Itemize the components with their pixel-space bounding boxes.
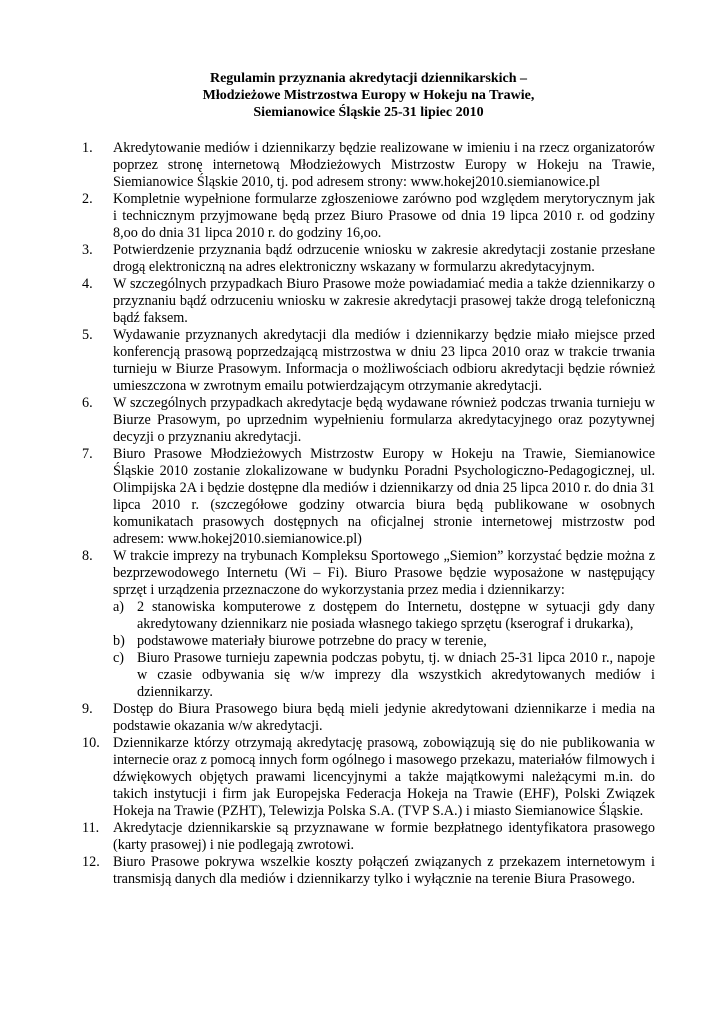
list-item xyxy=(82,735,655,820)
sub-list-item-text: podstawowe materiały biurowe potrzebne do pracy w terenie, xyxy=(137,633,487,649)
list-item-number: 1. xyxy=(82,140,93,156)
list-item-number: 5. xyxy=(82,327,93,343)
list-item xyxy=(82,854,655,888)
list-item-number: 3. xyxy=(82,242,93,258)
list-item-text: Kompletnie wypełnione formularze zgłoszeniowe zarówno pod względem merytorycznym jak i technicznym przyjmowane będą przez Biuro Prasowe od dnia 19 lipca 2010 r. od godziny 8,oo do dnia 31 lipca 2010 r. do godziny 16,oo. xyxy=(113,191,655,241)
list-item-number: 11. xyxy=(82,820,100,836)
list-item-text: Biuro Prasowe Młodzieżowych Mistrzostw Europy w Hokeju na Trawie, Siemianowice Śląskie 2010 zostanie zlokalizowane w budynku Poradni Psychologiczno-Pedagogicznej, ul. Olimpijska 2A i będzie dostępne dla mediów i dziennikarzy od dnia 25 lipca 2010 r. do dnia 31 lipca 2010 r. (szczegółowe godziny otwarcia biura będą publikowane w osobnych komunikatach prasowych dostępnych na oficjalnej stronie internetowej mistrzostw pod adresem: www.hokej2010.siemianowice.pl) xyxy=(113,446,655,547)
list-item-text: W szczególnych przypadkach akredytacje będą wydawane również podczas trwania turnieju w Biurze Prasowym, po uprzednim wypełnieniu formularza akredytacyjnego oraz pozytywnej decyzji o przyznaniu akredytacji. xyxy=(113,395,655,445)
list-item-text: Wydawanie przyznanych akredytacji dla mediów i dziennikarzy będzie miało miejsce przed konferencją prasową poprzedzającą mistrzostwa w dniu 23 lipca 2010 oraz w trakcie trwania turnieju w Biurze Prasowym. Informacja o możliwościach odbioru akredytacji będzie również umieszczona w zwrotnym emailu potwierdzającym otrzymanie akredytacji. xyxy=(113,327,655,394)
list-item-number: 2. xyxy=(82,191,93,207)
list-item-text: Dostęp do Biura Prasowego biura będą mieli jedynie akredytowani dziennikarze i media na podstawie okazania w/w akredytacji. xyxy=(113,701,655,734)
list-item-number: 6. xyxy=(82,395,93,411)
list-item xyxy=(82,242,655,276)
sub-list-item xyxy=(113,599,655,633)
title-line-2: Młodzieżowe Mistrzostwa Europy w Hokeju na Trawie, xyxy=(202,88,535,103)
list-item xyxy=(82,140,655,191)
list-item-number: b) xyxy=(113,633,125,649)
list-item xyxy=(82,191,655,242)
list-item xyxy=(82,327,655,395)
list-item xyxy=(82,820,655,854)
list-item xyxy=(82,548,655,701)
title-line-1: Regulamin przyznania akredytacji dziennikarskich – xyxy=(209,71,528,86)
list-item-number: 12. xyxy=(82,854,100,870)
list-item-text: Dziennikarze którzy otrzymają akredytację prasową, zobowiązują się do nie publikowania w internecie oraz z pomocą innych form ogólnego i masowego przekazu, materiałów filmowych i dźwiękowych objętych prawami licencyjnymi a także majątkowymi należącymi m.in. do takich instytucji i firm jak Europejska Federacja Hokeja na Trawie (EHF), Polski Związek Hokeja na Trawie (PZHT), Telewizja Polska S.A. (TVP S.A.) i miasto Siemianowice Śląskie. xyxy=(113,735,655,819)
list-item xyxy=(82,276,655,327)
sub-list-item-text: 2 stanowiska komputerowe z dostępem do Internetu, dostępne w sytuacji gdy dany akredytowany dziennikarz nie posiada własnego takiego sprzętu (kserograf i drukarka), xyxy=(137,599,655,632)
list-item-number: a) xyxy=(113,599,125,615)
list-item-number: 8. xyxy=(82,548,93,564)
sub-list-item xyxy=(113,650,655,701)
list-item-text: Akredytacje dziennikarskie są przyznawane w formie bezpłatnego identyfikatora prasowego (karty prasowej) i nie podlegają zwrotowi. xyxy=(113,820,655,853)
list-item xyxy=(82,701,655,735)
list-item-number: 7. xyxy=(82,446,93,462)
sub-list-item-text: Biuro Prasowe turnieju zapewnia podczas pobytu, tj. w dniach 25-31 lipca 2010 r., napoje w czasie odbywania się w/w imprezy dla wszystkich akredytowanych mediów i dziennikarzy. xyxy=(137,650,655,700)
regulation-list xyxy=(82,140,655,888)
document-title xyxy=(82,70,655,121)
list-item-number: 9. xyxy=(82,701,93,717)
list-item-text: Potwierdzenie przyznania bądź odrzucenie wniosku w zakresie akredytacji zostanie przesłane drogą elektroniczną na adres elektroniczny wskazany w formularzu akredytacyjnym. xyxy=(113,242,655,275)
list-item-text: W trakcie imprezy na trybunach Kompleksu Sportowego „Siemion” korzystać będzie można z bezprzewodowego Internetu (Wi – Fi). Biuro Prasowe będzie wyposażone w następujący sprzęt i urządzenia przeznaczone do wykorzystania przez media i dziennikarzy: xyxy=(113,548,655,598)
list-item-number: c) xyxy=(113,650,125,666)
list-item-number: 10. xyxy=(82,735,100,751)
sub-list-item xyxy=(113,633,655,650)
list-item-text: W szczególnych przypadkach Biuro Prasowe może powiadamiać media a także dziennikarzy o przyznaniu bądź odrzuceniu wniosku w zakresie akredytacji prasowej także drogą telefoniczną bądź faksem. xyxy=(113,276,655,326)
list-item-text: Akredytowanie mediów i dziennikarzy będzie realizowane w imieniu i na rzecz organizatorów poprzez stronę internetową Młodzieżowych Mistrzostw Europy w Hokeju na Trawie, Siemianowice Śląskie 2010, tj. pod adresem strony: www.hokej2010.siemianowice.pl xyxy=(113,140,655,190)
sub-list xyxy=(113,599,655,701)
list-item xyxy=(82,446,655,548)
list-item-text: Biuro Prasowe pokrywa wszelkie koszty połączeń związanych z przekazem internetowym i transmisją danych dla mediów i dziennikarzy tylko i wyłącznie na terenie Biura Prasowego. xyxy=(113,854,655,887)
title-line-3: Siemianowice Śląskie 25-31 lipiec 2010 xyxy=(253,105,484,120)
list-item xyxy=(82,395,655,446)
list-item-number: 4. xyxy=(82,276,93,292)
